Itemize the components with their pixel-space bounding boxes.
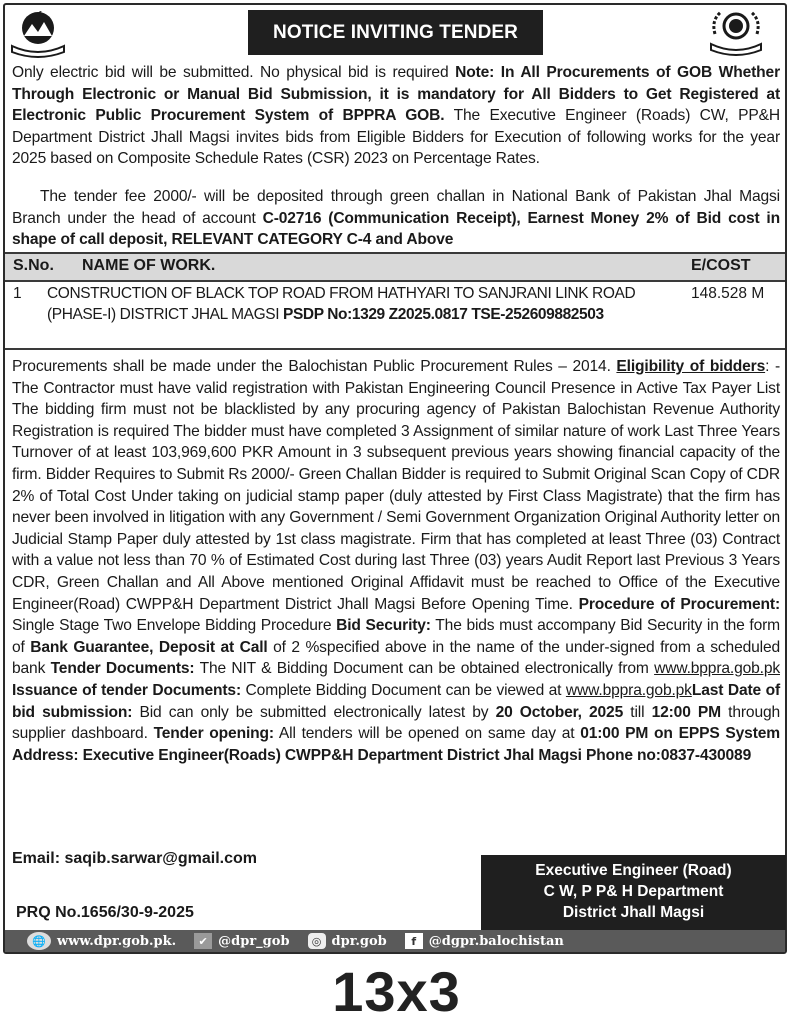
globe-icon: 🌐 <box>27 932 51 950</box>
notice-title: NOTICE INVITING TENDER <box>248 10 543 55</box>
header-cost: E/COST <box>691 257 751 274</box>
works-table-header <box>5 252 785 282</box>
intro-paragraph <box>12 62 780 170</box>
bid-security-heading: Bid Security: <box>336 617 431 635</box>
tender-fee-paragraph <box>12 186 780 251</box>
header-sno: S.No. <box>13 257 54 274</box>
signature-block <box>481 855 786 930</box>
bid-security-text: The bids must accompany Bid Security in the form of <box>12 617 780 656</box>
twitter-handle: @dpr_gob <box>218 933 290 949</box>
row-work <box>47 283 647 325</box>
bid-security-text-2: of 2 %specified above in the name of the under-signed from a scheduled bank <box>12 638 781 678</box>
dashboard-text: through supplier dashboard. <box>12 703 781 743</box>
facebook-icon: f <box>405 933 423 949</box>
footer-instagram[interactable] <box>308 933 387 949</box>
footer-twitter[interactable] <box>194 933 289 949</box>
bank-guarantee-text: Bank Guarantee, Deposit at Call <box>30 638 268 656</box>
opening-time-address: 01:00 PM on EPPS System Address: Executive Engineer(Roads) CWPP&H Department District Jhal Magsi Phone no:0837-430089 <box>12 725 780 764</box>
invitation-text: The Executive Engineer (Roads) CW, PP&H Department District Jhall Magsi invites bids from Eligible Bidders for Execution of following works for the year 2025 based on Composite Schedule Rates (CSR) 2023 on Percentage Rates. <box>12 107 780 168</box>
eligibility-text: : - The Contractor must have valid registration with Pakistan Engineering Council Presence in Active Tax Payer List The bidding firm must not be blacklisted by any procuring agency of Pakistan Balochistan Revenue Authority Registration is required The bidder must have completed 3 Assignment of similar nature of work Last Three Years Turnover of at least 103,969,600 PKR Amount in 3 subsequent previous years showing financial capacity of the firm. Bidder Requires to Submit Rs 2000/- Green Challan Bidder is required to Submit Original Scan Copy of CDR 2% of Total Cost Under taking on judicial stamp paper (duly attested by First Class Magistrate) that the firm has never been involved in litigation with any Government / Semi Government Organization Original Authority letter on Judicial Stamp Paper duly attested by 1st class magistrate. Firm that has completed at least Three (03) Contract with a value not less than 70 % of Estimated Cost during last Three (03) years Audit Report last Previous 3 Years CDR, Green Challan and All Above mentioned Original Affidavit must be reached to Office of the Executive Engineer(Road) CWPP&H Department District Jhall Magsi Before Opening Time. <box>12 358 780 613</box>
till-text: till <box>623 703 652 721</box>
psdp-number: PSDP No:1329 Z2025.0817 TSE-252609882503 <box>283 306 604 323</box>
last-date-text: Bid can only be submitted electronically latest by <box>132 703 496 721</box>
footer-facebook[interactable] <box>405 933 564 949</box>
prq-number: PRQ No.1656/30-9-2025 <box>16 904 194 921</box>
department-emblem-icon <box>705 6 767 58</box>
instagram-handle: dpr.gob <box>331 933 387 949</box>
row-sno: 1 <box>13 285 22 302</box>
procedure-text: Single Stage Two Envelope Bidding Procedure <box>12 617 337 635</box>
eligibility-heading: Eligibility of bidders <box>616 358 766 375</box>
signature-title: Executive Engineer (Road) <box>535 862 732 879</box>
facebook-handle: @dgpr.balochistan <box>428 933 564 949</box>
twitter-icon: ✔ <box>194 933 212 949</box>
footer-website[interactable] <box>27 932 176 950</box>
procedure-heading: Procedure of Procurement: <box>578 595 781 613</box>
last-date-heading: Last Date of bid submission: <box>12 681 781 721</box>
signature-department: C W, P P& H Department <box>543 883 724 900</box>
bppra-link-2[interactable]: www.bppra.gob.pk <box>565 681 692 699</box>
balochistan-emblem-icon <box>8 6 68 60</box>
issuance-heading: Issuance of tender Documents: <box>12 681 241 699</box>
contact-email: Email: saqib.sarwar@gmail.com <box>12 850 258 867</box>
instagram-icon: ◎ <box>308 933 326 949</box>
bppra-registration-note: Note: In All Procurements of GOB Whether Through Electronic or Manual Bid Submission, it is mandatory for All Bidders to Get Registered at Electronic Public Procurement System of BPPRA GOB. <box>12 64 780 125</box>
footer-bar <box>5 930 785 952</box>
work-name: CONSTRUCTION OF BLACK TOP ROAD FROM HATHYARI TO SANJRANI LINK ROAD (PHASE-I) DISTRICT JHAL MAGSI <box>47 285 636 323</box>
opening-text: All tenders will be opened on same day at <box>273 725 581 743</box>
eligibility-paragraph <box>12 356 780 766</box>
bppra-link[interactable]: www.bppra.gob.pk <box>654 660 780 678</box>
tender-documents-heading: Tender Documents: <box>50 660 195 678</box>
issuance-text: Complete Bidding Document can be viewed at <box>241 681 566 699</box>
website-text: www.dpr.gob.pk. <box>57 933 177 949</box>
submission-time: 12:00 PM <box>651 703 721 721</box>
rules-text: Procurements shall be made under the Balochistan Public Procurement Rules – 2014. <box>12 358 617 375</box>
tender-opening-heading: Tender opening: <box>153 725 274 743</box>
fee-text: The tender fee 2000/- will be deposited through green challan in National Bank of Pakistan Jhal Magsi Branch under the head of account <box>12 188 780 227</box>
tender-documents-text: The NIT & Bidding Document can be obtained electronically from <box>194 660 655 678</box>
row-cost: 148.528 M <box>691 285 765 302</box>
signature-district: District Jhall Magsi <box>562 904 705 921</box>
account-and-category: C-02716 (Communication Receipt), Earnest Money 2% of Bid cost in shape of call deposit, RELEVANT CATEGORY C-4 and Above <box>12 209 780 249</box>
header-work: NAME OF WORK. <box>82 257 216 274</box>
table-row <box>5 280 785 350</box>
intro-text: Only electric bid will be submitted. No physical bid is required <box>12 64 456 81</box>
ad-size-label: 13x3 <box>332 960 461 1023</box>
submission-date: 20 October, 2025 <box>495 703 624 721</box>
